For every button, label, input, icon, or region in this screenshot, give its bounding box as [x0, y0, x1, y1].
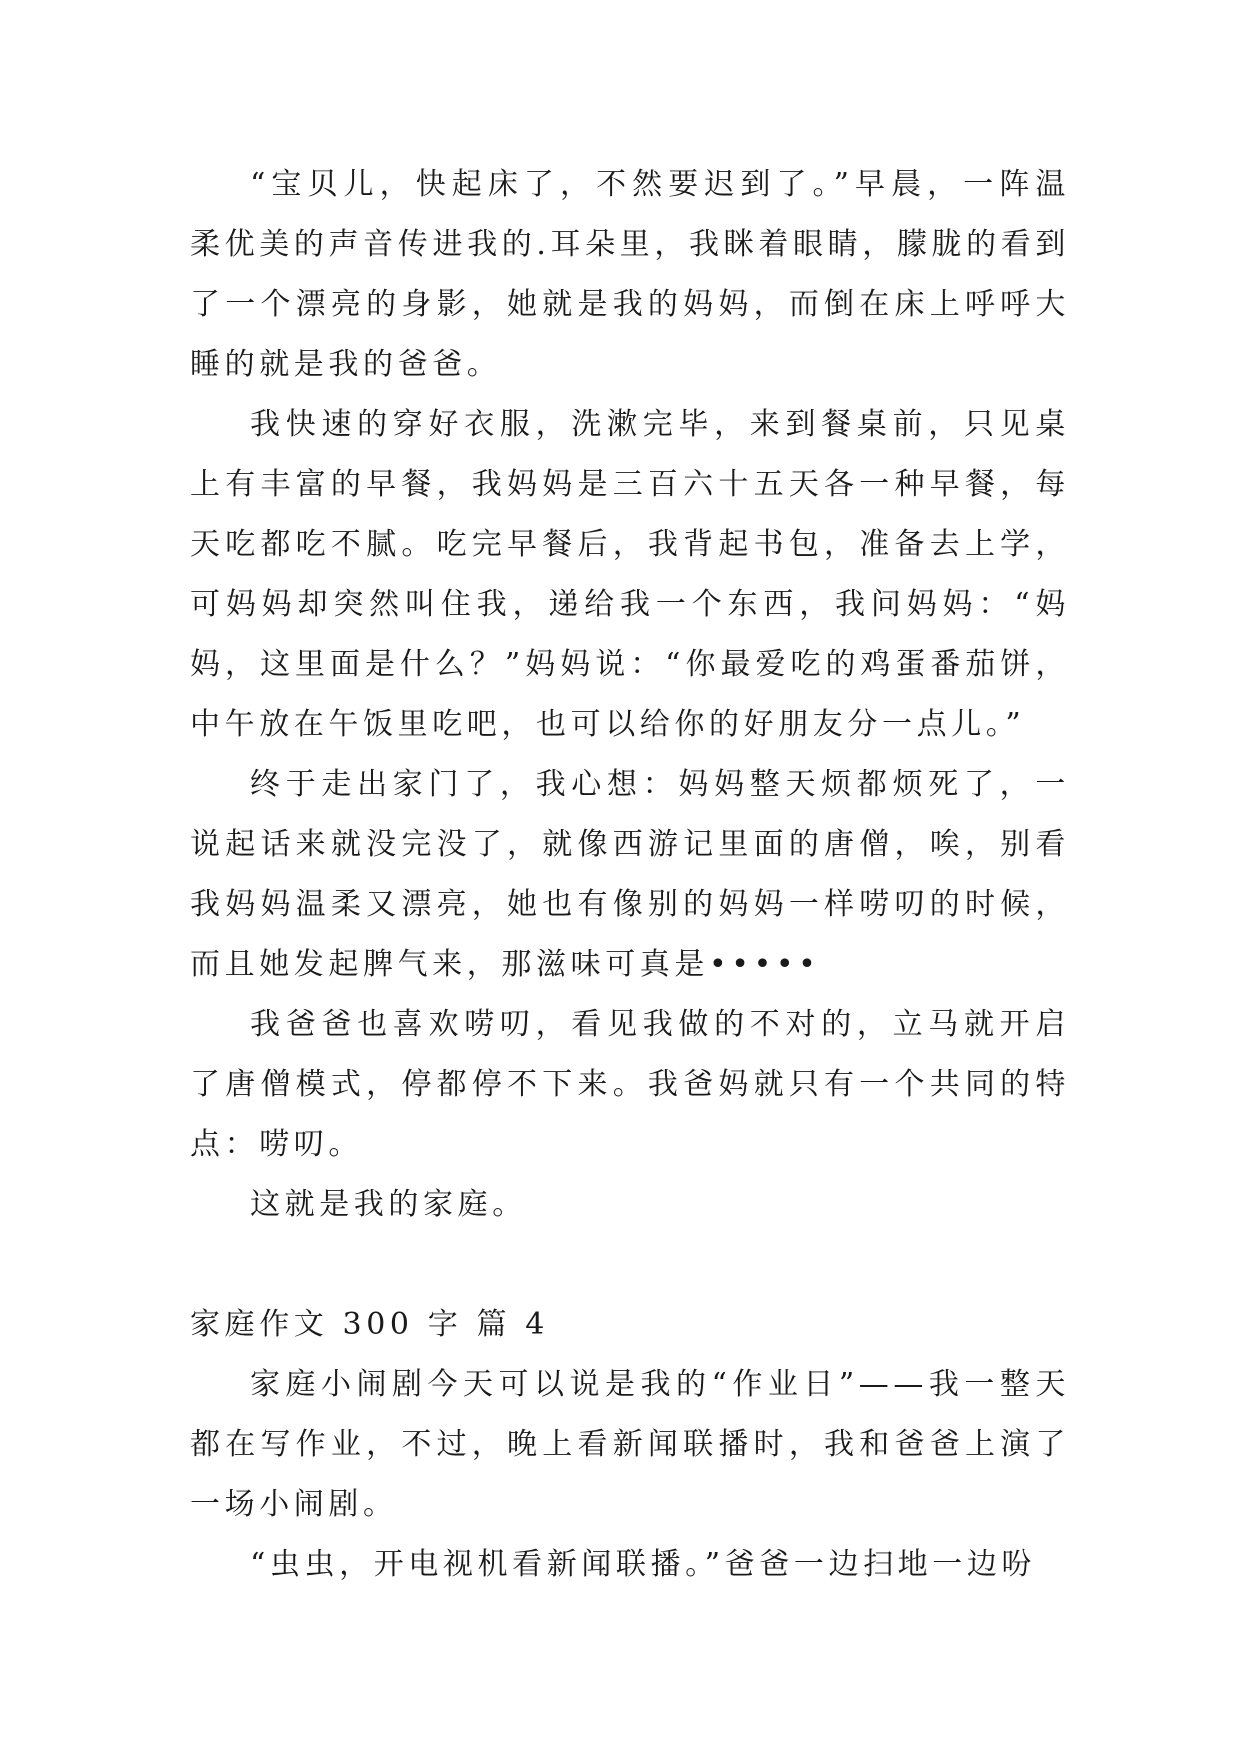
section-heading: 家庭作文 300 字 篇 4: [190, 1307, 549, 1342]
paragraph-3: 终于走出家门了，我心想：妈妈整天烦都烦死了，一说起话来就没完没了，就像西游记里面的唐僧，唉，别看我妈妈温柔又漂亮，她也有像别的妈妈一样唠叨的时候，而且她发起脾气来，那滋味可真是•••••: [190, 767, 1070, 982]
paragraph-5: 这就是我的家庭。: [250, 1187, 527, 1222]
document-body: [190, 155, 1070, 1595]
paragraph-1: “宝贝儿，快起床了，不然要迟到了。”早晨，一阵温柔优美的声音传进我的.耳朵里，我眯着眼睛，朦胧的看到了一个漂亮的身影，她就是我的妈妈，而倒在床上呼呼大睡的就是我的爸爸。: [190, 167, 1070, 382]
paragraph-2: 我快速的穿好衣服，洗漱完毕，来到餐桌前，只见桌上有丰富的早餐，我妈妈是三百六十五天各一种早餐，每天吃都吃不腻。吃完早餐后，我背起书包，准备去上学，可妈妈却突然叫住我，递给我一个东西，我问妈妈：“妈妈，这里面是什么？”妈妈说：“你最爱吃的鸡蛋番茄饼，中午放在午饭里吃吧，也可以给你的好朋友分一点儿。”: [190, 407, 1070, 742]
paragraph-4: 我爸爸也喜欢唠叨，看见我做的不对的，立马就开启了唐僧模式，停都停不下来。我爸妈就只有一个共同的特点：唠叨。: [190, 1007, 1070, 1162]
paragraph-6: 家庭小闹剧今天可以说是我的“作业日”——我一整天都在写作业，不过，晚上看新闻联播时，我和爸爸上演了一场小闹剧。: [190, 1367, 1070, 1522]
paragraph-7: “虫虫，开电视机看新闻联播。”爸爸一边扫地一边吩: [250, 1547, 1037, 1582]
